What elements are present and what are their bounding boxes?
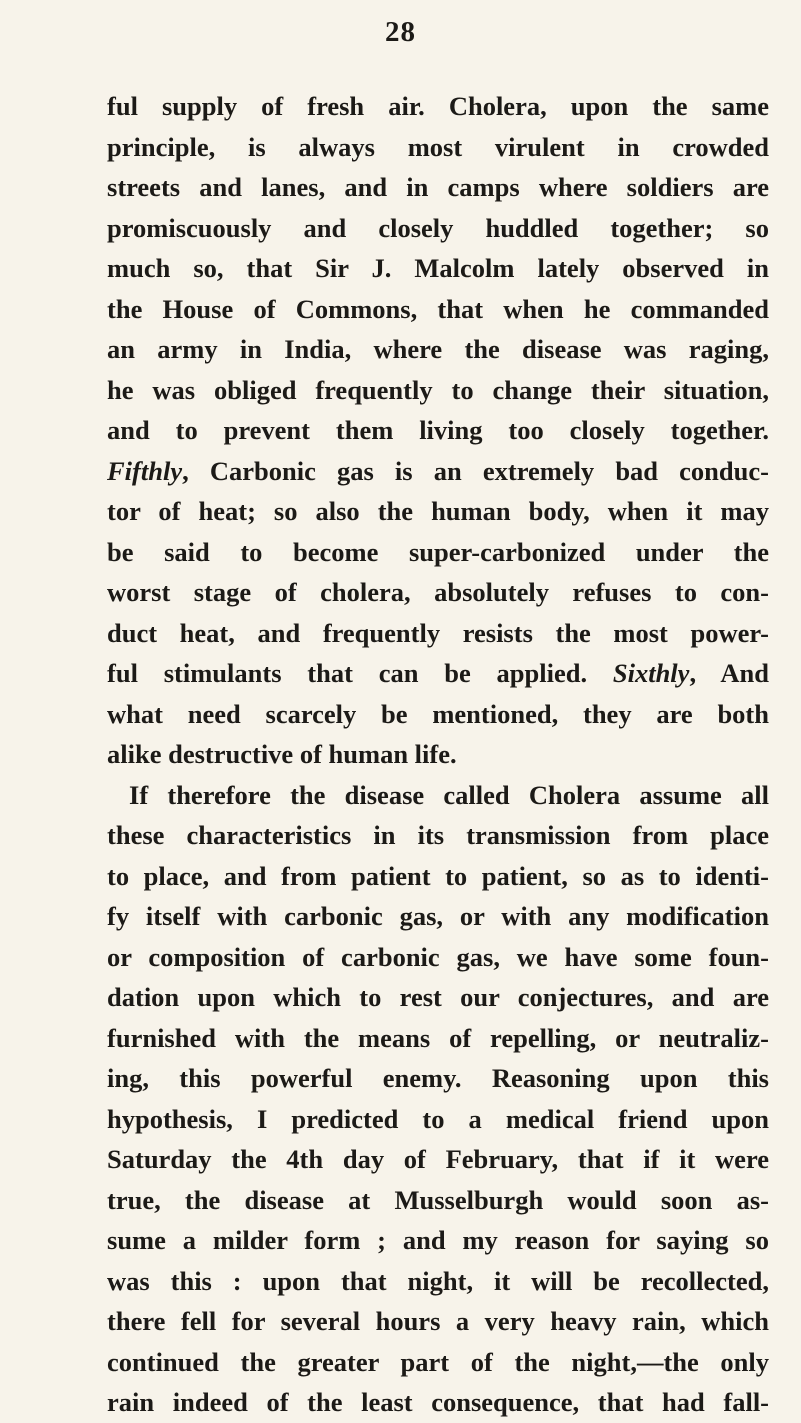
text-line: fy itself with carbonic gas, or with any modification	[107, 901, 769, 931]
text-line: the House of Commons, that when he commanded	[107, 293, 769, 324]
text-line: Saturday the 4th day of February, that if it were	[107, 1144, 769, 1174]
text-line: or composition of carbonic gas, we have some foun-	[107, 941, 769, 972]
text-line: and to prevent them living too closely together.	[107, 415, 769, 445]
text-line: worst stage of cholera, absolutely refuses to con-	[107, 577, 769, 607]
text-line: rain indeed of the least consequence, that had fall-	[107, 1387, 769, 1417]
text-line: hypothesis, I predicted to a medical friend upon	[107, 1103, 769, 1134]
text-line	[107, 451, 769, 492]
text-line: to place, and from patient to patient, so as to identi-	[107, 860, 769, 891]
text-line: these characteristics in its transmission from place	[107, 820, 769, 850]
text-line: ing, this powerful enemy. Reasoning upon this	[107, 1063, 769, 1093]
text-line: duct heat, and frequently resists the most power-	[107, 617, 769, 648]
text-line: streets and lanes, and in camps where soldiers are	[107, 172, 769, 202]
text-line: tor of heat; so also the human body, when it may	[107, 496, 769, 526]
text-line: continued the greater part of the night,—the only	[107, 1346, 769, 1377]
text-line: be said to become super-carbonized under the	[107, 536, 769, 567]
page-number: 28	[385, 16, 416, 48]
text-line: alike destructive of human life.	[107, 739, 457, 769]
body-text	[107, 86, 769, 1423]
text-line: he was obliged frequently to change their situation,	[107, 374, 769, 405]
text-line: much so, that Sir J. Malcolm lately observed in	[107, 253, 769, 283]
text-segment: , Carbonic gas is an extremely bad conduc-	[182, 455, 769, 486]
text-segment: , And	[689, 658, 769, 688]
text-segment: ful stimulants that can be applied.	[107, 658, 613, 688]
text-line: what need scarcely be mentioned, they are both	[107, 698, 769, 729]
text-line: promiscuously and closely huddled together; so	[107, 212, 769, 243]
text-line: was this : upon that night, it will be recollected,	[107, 1265, 769, 1296]
text-line: true, the disease at Musselburgh would soon as-	[107, 1184, 769, 1215]
text-line: principle, is always most virulent in crowded	[107, 131, 769, 162]
italic-word: Sixthly	[612, 658, 690, 688]
text-line: an army in India, where the disease was raging,	[107, 334, 769, 364]
text-line: If therefore the disease called Cholera assume all	[129, 779, 769, 810]
text-line: ful supply of fresh air. Cholera, upon the same	[107, 91, 769, 121]
italic-word: Fifthly	[107, 455, 183, 486]
text-line: furnished with the means of repelling, or neutraliz-	[107, 1022, 769, 1053]
text-line	[107, 653, 769, 694]
text-line: dation upon which to rest our conjectures, and are	[107, 982, 769, 1012]
text-line: sume a milder form ; and my reason for saying so	[107, 1225, 769, 1255]
text-line: there fell for several hours a very heavy rain, which	[107, 1306, 769, 1336]
